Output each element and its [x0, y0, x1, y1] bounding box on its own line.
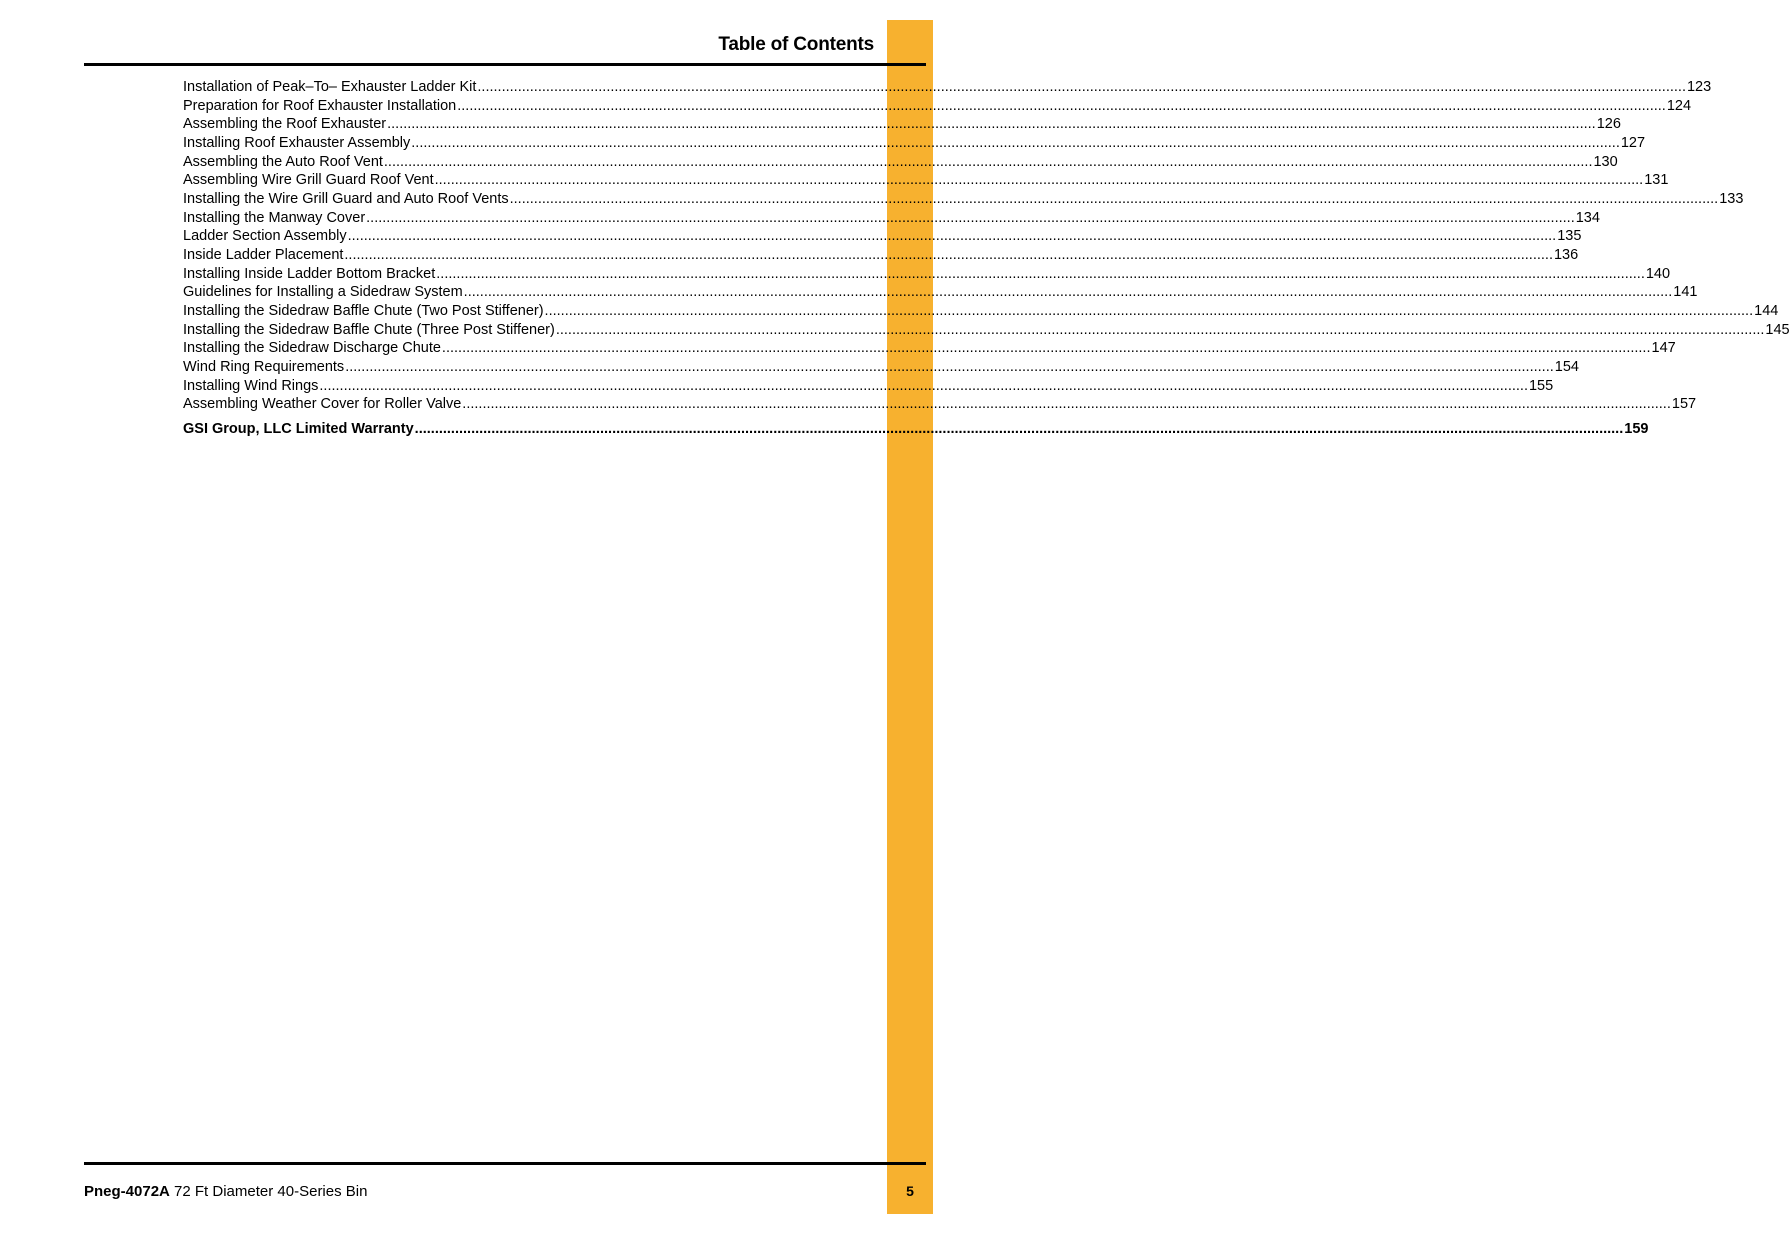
page-number: 5: [906, 1183, 914, 1199]
dot-leader: ............................................................................................................................................................................................................................................................................................................: [345, 358, 1554, 375]
toc-entry[interactable]: [183, 190, 1744, 209]
toc-entry[interactable]: [183, 283, 1698, 302]
toc-entry-warranty[interactable]: [183, 420, 1649, 439]
dot-leader: ............................................................................................................................................................................................................................................................................................................: [441, 340, 1651, 357]
toc-entry-page: 147: [1651, 340, 1676, 357]
dot-leader: ............................................................................................................................................................................................................................................................................................................: [509, 190, 1719, 207]
toc-entry-title: Installing the Manway Cover: [183, 209, 366, 226]
toc-entry-page: 140: [1645, 265, 1671, 282]
dot-leader: ............................................................................................................................................................................................................................................................................................................: [462, 396, 1671, 413]
toc-entry-title: Installing Roof Exhauster Assembly: [183, 134, 411, 151]
toc-entry-page: 126: [1596, 116, 1621, 133]
toc-entry[interactable]: [183, 358, 1579, 377]
toc-entry-page: 144: [1754, 302, 1779, 319]
toc-entry-page: 141: [1673, 284, 1698, 301]
toc-entry-title: Assembling Weather Cover for Roller Valve: [183, 396, 462, 413]
toc-entry-title: Assembling Wire Grill Guard Roof Vent: [183, 172, 434, 189]
toc-entry-page: 154: [1554, 358, 1579, 375]
toc-entry-title: Installing the Sidedraw Discharge Chute: [183, 340, 441, 357]
toc-entry-title: GSI Group, LLC Limited Warranty: [183, 420, 414, 437]
dot-leader: ............................................................................................................................................................................................................................................................................................................: [387, 116, 1596, 133]
dot-leader: ............................................................................................................................................................................................................................................................................................................: [319, 377, 1528, 394]
dot-leader: ............................................................................................................................................................................................................................................................................................................: [414, 420, 1624, 437]
toc-entry-title: Installation of Peak–To– Exhauster Ladder Kit: [183, 79, 477, 95]
toc-entry-page: 127: [1620, 134, 1646, 151]
document-id: Pneg-4072A: [84, 1183, 170, 1200]
header-divider: [84, 63, 926, 66]
toc-entry-page: 135: [1557, 228, 1582, 245]
toc-entry-title: Guidelines for Installing a Sidedraw System: [183, 284, 463, 301]
toc-entry[interactable]: [183, 321, 1790, 340]
dot-leader: ............................................................................................................................................................................................................................................................................................................: [436, 265, 1645, 282]
dot-leader: ............................................................................................................................................................................................................................................................................................................: [457, 97, 1666, 114]
toc-entry[interactable]: [183, 171, 1669, 190]
dot-leader: ............................................................................................................................................................................................................................................................................................................: [544, 302, 1754, 319]
dot-leader: ............................................................................................................................................................................................................................................................................................................: [366, 209, 1575, 226]
toc-entry[interactable]: [183, 134, 1646, 153]
dot-leader: ............................................................................................................................................................................................................................................................................................................: [344, 246, 1553, 263]
footer-doc-info: [84, 1183, 367, 1200]
toc-entry[interactable]: [183, 246, 1579, 265]
toc-entry-page: 130: [1593, 153, 1618, 170]
toc-entry-title: Inside Ladder Placement: [183, 246, 344, 263]
toc-entry-title: Assembling the Auto Roof Vent: [183, 153, 383, 170]
toc-entry-title: Installing the Wire Grill Guard and Auto Roof Vents: [183, 190, 509, 207]
toc-entry[interactable]: [183, 227, 1582, 246]
toc-entry-page: 131: [1644, 172, 1669, 189]
dot-leader: ............................................................................................................................................................................................................................................................................................................: [477, 79, 1686, 95]
toc-entry-page: 157: [1671, 396, 1697, 413]
toc-entry[interactable]: [183, 395, 1697, 414]
dot-leader: ............................................................................................................................................................................................................................................................................................................: [411, 134, 1620, 151]
dot-leader: ............................................................................................................................................................................................................................................................................................................: [555, 321, 1765, 338]
toc-entry-title: Ladder Section Assembly: [183, 228, 347, 245]
toc-entry[interactable]: [183, 339, 1676, 358]
toc-entry-title: Installing the Sidedraw Baffle Chute (Two Post Stiffener): [183, 302, 544, 319]
toc-entry-page: 133: [1719, 190, 1744, 207]
toc-entry-title: Preparation for Roof Exhauster Installation: [183, 97, 457, 114]
toc-entry-title: Assembling the Roof Exhauster: [183, 116, 387, 133]
toc-entry-title: Wind Ring Requirements: [183, 358, 345, 375]
toc-entry-page: 136: [1553, 246, 1579, 263]
toc-entry-page: 145: [1765, 321, 1790, 338]
toc-entry-page: 123: [1686, 79, 1712, 95]
page-title: Table of Contents: [718, 34, 874, 55]
toc-entry[interactable]: [183, 153, 1618, 172]
toc-entry[interactable]: [183, 78, 1712, 97]
toc-entry[interactable]: [183, 265, 1671, 284]
footer-divider: [84, 1162, 926, 1165]
toc-entry[interactable]: [183, 97, 1692, 116]
toc-entry[interactable]: [183, 302, 1779, 321]
toc-entry-page: 134: [1575, 209, 1600, 226]
toc-entry-page: 124: [1666, 97, 1692, 114]
dot-leader: ............................................................................................................................................................................................................................................................................................................: [463, 284, 1673, 301]
toc-entry[interactable]: [183, 377, 1554, 396]
table-of-contents: [183, 78, 1790, 438]
document-title: 72 Ft Diameter 40-Series Bin: [174, 1183, 368, 1200]
toc-entry-title: Installing Inside Ladder Bottom Bracket: [183, 265, 436, 282]
toc-entry-page: 159: [1624, 420, 1649, 437]
dot-leader: ............................................................................................................................................................................................................................................................................................................: [383, 153, 1593, 170]
toc-entry-title: Installing the Sidedraw Baffle Chute (Three Post Stiffener): [183, 321, 555, 338]
toc-entry-page: 155: [1528, 377, 1554, 394]
toc-entry[interactable]: [183, 115, 1621, 134]
dot-leader: ............................................................................................................................................................................................................................................................................................................: [434, 172, 1644, 189]
toc-entry-title: Installing Wind Rings: [183, 377, 319, 394]
dot-leader: ............................................................................................................................................................................................................................................................................................................: [347, 228, 1557, 245]
toc-entry[interactable]: [183, 209, 1600, 228]
